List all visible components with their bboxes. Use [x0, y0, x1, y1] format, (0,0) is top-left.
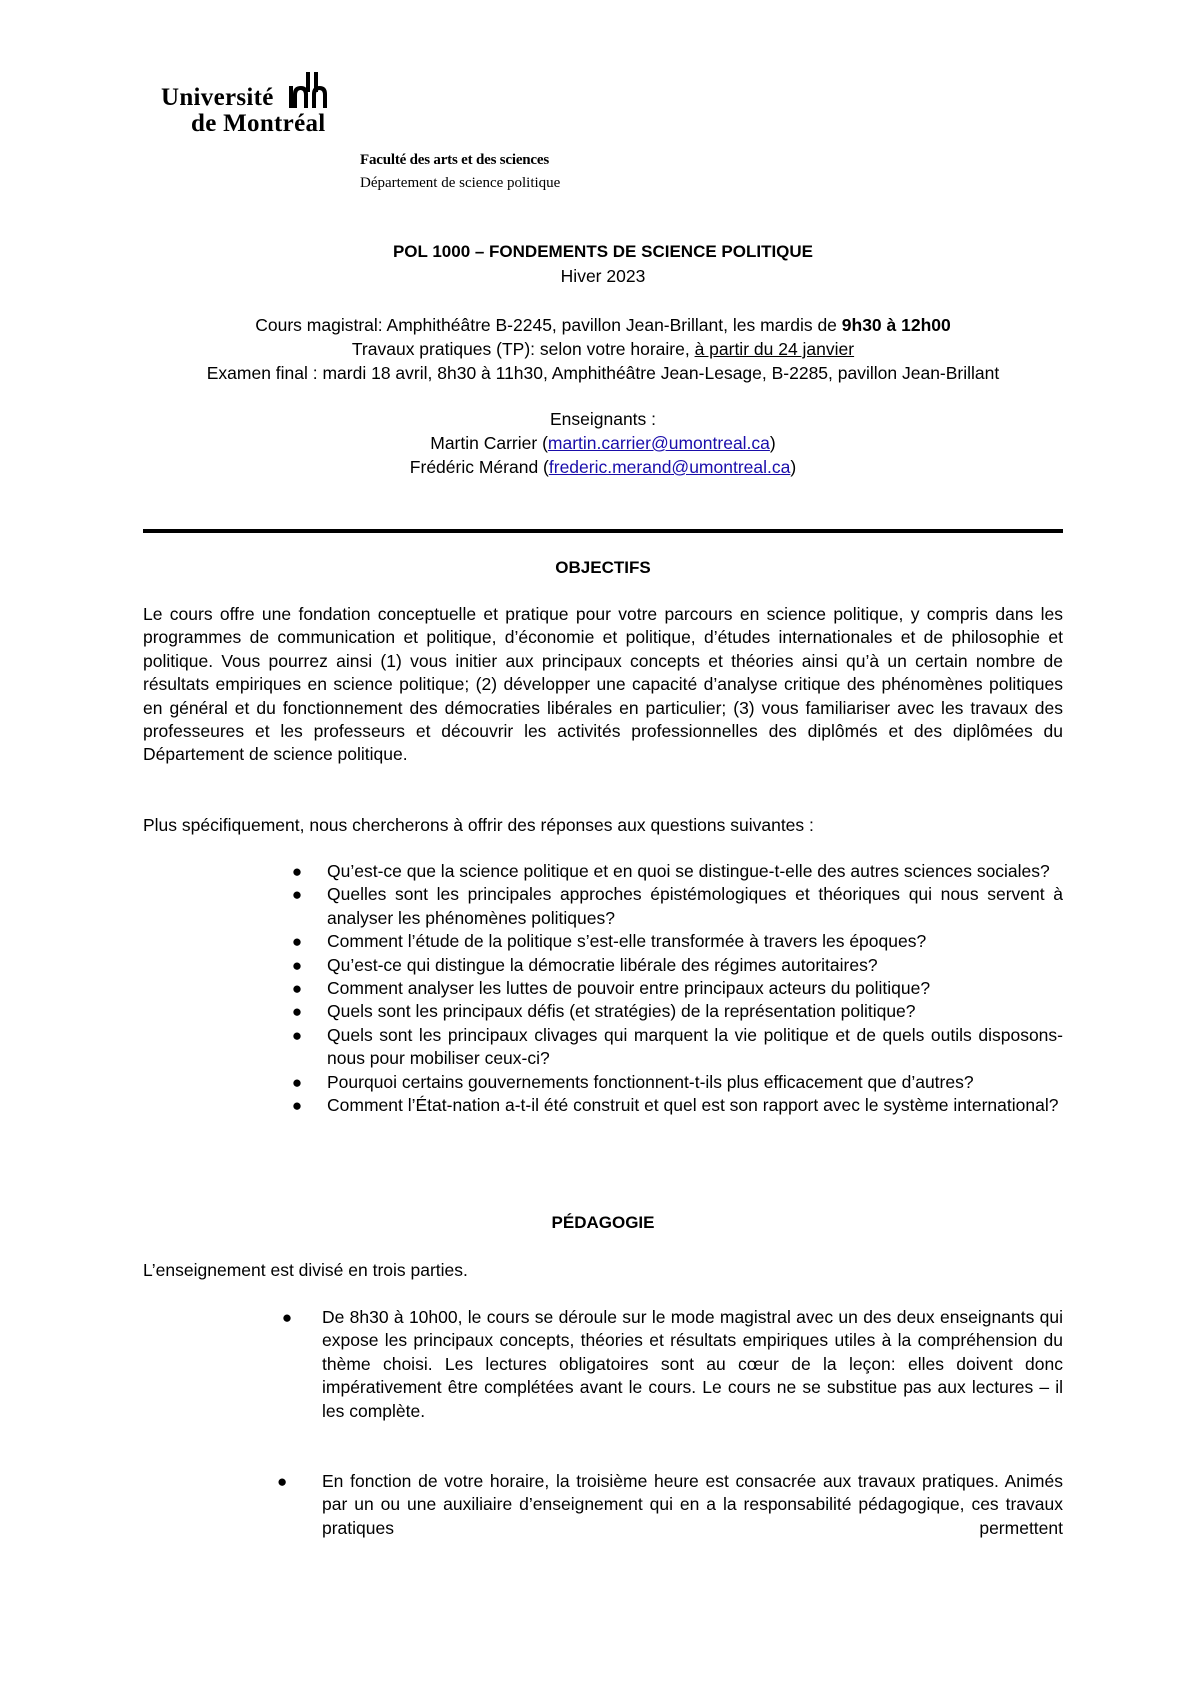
pedagogie-list	[281, 1306, 1063, 1423]
list-item	[291, 977, 1063, 1000]
pedagogie-intro: L’enseignement est divisé en trois parties.	[143, 1260, 468, 1280]
course-term: Hiver 2023	[560, 266, 646, 286]
bullet-icon: ●	[291, 862, 303, 881]
pedagogie-heading: PÉDAGOGIE	[551, 1213, 655, 1232]
list-item	[291, 860, 1063, 883]
instructor-2-paren: )	[790, 457, 797, 477]
course-title: POL 1000 – FONDEMENTS DE SCIENCE POLITIQUE	[392, 242, 814, 261]
bullet-icon: ●	[291, 932, 303, 952]
bullet-icon: ●	[291, 1025, 303, 1045]
instructor-1-paren: )	[769, 433, 776, 453]
bullet-icon: ●	[291, 979, 303, 999]
question-text: Pourquoi certains gouvernements fonctionnent-t-ils plus efficacement que d’autres?	[327, 1071, 974, 1092]
question-text: Quelles sont les principales approches épistémologiques et théoriques qui nous servent à analyser les phénomènes politiques?	[327, 884, 1063, 928]
bullet-icon: ●	[281, 1308, 293, 1327]
bullet-icon: ●	[277, 1472, 288, 1491]
bullet-icon: ●	[291, 1096, 303, 1116]
questions-list	[291, 860, 1063, 1117]
list-item	[291, 1024, 1063, 1071]
pedagogie-item-text: En fonction de votre horaire, la troisième heure est consacrée aux travaux pratiques. Animés par un ou une auxiliaire d’enseignement qui en a la responsabilité pédagogique, ces travaux pratiques permettent	[322, 1471, 1063, 1538]
lecture-time: 9h30 à 12h00	[841, 315, 951, 335]
list-item	[281, 1306, 1063, 1423]
pedagogie-list-2	[277, 1470, 1063, 1540]
tp-start-date: à partir du 24 janvier	[694, 339, 855, 359]
lecture-location: Cours magistral: Amphithéâtre B-2245, pavillon Jean-Brillant, les mardis de	[255, 315, 842, 335]
question-text: Comment analyser les luttes de pouvoir entre principaux acteurs du politique?	[327, 978, 931, 999]
bullet-icon: ●	[291, 955, 303, 975]
udem-emblem-icon	[281, 70, 341, 110]
list-item	[291, 1000, 1063, 1023]
instructor-2	[143, 455, 1063, 479]
lecture-info	[143, 313, 1063, 337]
objectifs-heading: OBJECTIFS	[555, 558, 651, 577]
university-logo	[161, 70, 361, 140]
question-text: Quels sont les principaux clivages qui marquent la vie politique et de quels outils disposons-nous pour mobiliser ceux-ci?	[327, 1024, 1063, 1069]
list-item	[291, 930, 1063, 953]
bullet-icon: ●	[291, 885, 303, 905]
question-text: Comment l’étude de la politique s’est-elle transformée à travers les époques?	[327, 931, 927, 952]
list-item	[291, 1071, 1063, 1094]
instructor-1-name: Martin Carrier (	[430, 433, 548, 453]
instructors-label: Enseignants :	[549, 409, 657, 429]
course-header	[143, 240, 1063, 288]
list-item	[291, 883, 1063, 930]
tp-info	[143, 337, 1063, 361]
instructor-1-email-link[interactable]: martin.carrier@umontreal.ca	[547, 433, 770, 453]
logo-line-2: de Montréal	[191, 110, 326, 137]
list-item	[291, 954, 1063, 977]
exam-info: Examen final : mardi 18 avril, 8h30 à 11h30, Amphithéâtre Jean-Lesage, B-2285, pavillon Jean-Brillant	[206, 363, 1000, 383]
instructor-2-email-link[interactable]: frederic.merand@umontreal.ca	[548, 457, 791, 477]
section-divider	[143, 529, 1063, 533]
list-item	[277, 1470, 1063, 1540]
question-text: Comment l’État-nation a-t-il été construit et quel est son rapport avec le système international?	[327, 1095, 1059, 1116]
faculty-name: Faculté des arts et des sciences	[360, 152, 549, 168]
pedagogie-item-text: De 8h30 à 10h00, le cours se déroule sur le mode magistral avec un des deux enseignants qui expose les principaux concepts, théories et résultats empiriques utiles à la compréhension du thème choisi. Les lectures obligatoires sont au cœur de la leçon: elles doivent donc impérativement être complétées avant le cours. Le cours ne se substitue pas aux lectures – il les complète.	[322, 1307, 1063, 1421]
bullet-icon: ●	[291, 1072, 303, 1092]
objectifs-paragraph: Le cours offre une fondation conceptuelle et pratique pour votre parcours en science politique, y compris dans les programmes de communication et politique, d’économie et politique, d’études internationales et de philosophie et politique. Vous pourrez ainsi (1) vous initier aux principaux concepts et théories ainsi qu’à un certain nombre de résultats empiriques en science politique; (2) développer une capacité d’analyse critique des phénomènes politiques en général et du fonctionnement des démocraties libérales en particulier; (3) vous familiariser avec les travaux des professeures et les professeurs et découvrir les activités professionnelles des diplômés et des diplômées du Département de science politique.	[143, 604, 1063, 765]
instructor-2-name: Frédéric Mérand (	[409, 457, 549, 477]
instructor-1	[143, 431, 1063, 455]
list-item	[291, 1094, 1063, 1117]
logo-line-1: Université	[161, 84, 274, 111]
question-text: Qu’est-ce que la science politique et en quoi se distingue-t-elle des autres sciences sociales?	[327, 861, 1050, 881]
instructors	[143, 407, 1063, 479]
tp-schedule: Travaux pratiques (TP): selon votre horaire,	[351, 339, 695, 359]
question-text: Quels sont les principaux défis (et stratégies) de la représentation politique?	[327, 1001, 916, 1022]
question-text: Qu’est-ce qui distingue la démocratie libérale des régimes autoritaires?	[327, 954, 878, 975]
department-name: Département de science politique	[360, 175, 561, 191]
questions-intro: Plus spécifiquement, nous chercherons à offrir des réponses aux questions suivantes :	[143, 815, 814, 835]
course-schedule	[143, 313, 1063, 385]
bullet-icon: ●	[291, 1002, 303, 1022]
